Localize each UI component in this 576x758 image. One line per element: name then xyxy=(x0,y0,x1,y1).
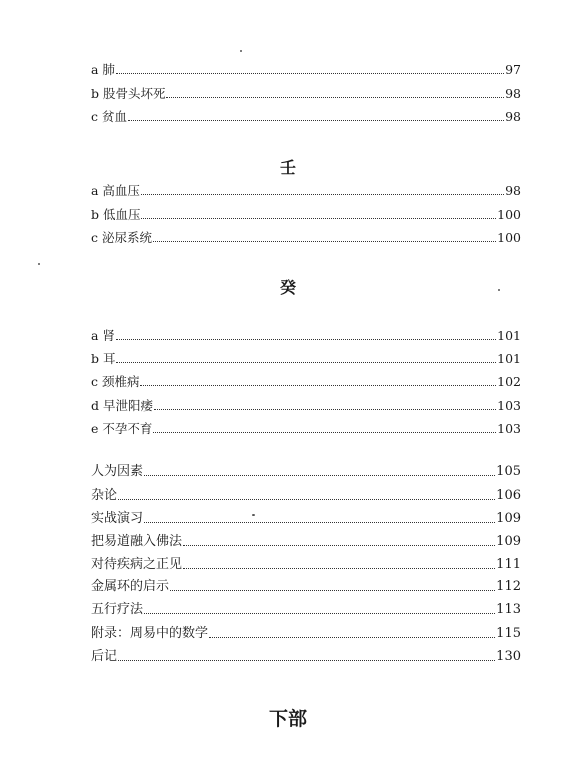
toc-entry[interactable] xyxy=(91,326,521,346)
toc-entry-page: 106 xyxy=(496,488,521,503)
scan-speck xyxy=(498,289,500,291)
toc-entry-page: 100 xyxy=(497,230,521,245)
toc-entry-page: 111 xyxy=(496,557,521,572)
toc-entry-label: 后记 xyxy=(91,649,118,664)
dot-leader xyxy=(183,555,495,569)
toc-entry[interactable] xyxy=(91,107,521,127)
toc-entry-page: 105 xyxy=(496,464,521,479)
toc-entry-label: b 低血压 xyxy=(91,207,141,222)
toc-entry-page: 97 xyxy=(505,62,521,77)
toc-entry-page: 112 xyxy=(496,579,521,594)
section-heading-ren: 壬 xyxy=(279,158,296,177)
toc-entry-label: c 贫血 xyxy=(91,109,127,124)
dot-leader xyxy=(153,228,496,242)
toc-entry-label: b 股骨头坏死 xyxy=(91,86,166,101)
toc-entry-label: 杂论 xyxy=(91,488,118,503)
toc-entry[interactable] xyxy=(91,396,521,416)
toc-entry[interactable] xyxy=(91,84,521,104)
toc-entry-page: 109 xyxy=(496,511,521,526)
toc-entry-page: 130 xyxy=(496,649,521,664)
toc-entry[interactable] xyxy=(91,555,521,575)
toc-entry-page: 102 xyxy=(497,374,521,389)
dot-leader xyxy=(116,326,496,340)
part-title: 下部 xyxy=(268,708,307,730)
dot-leader xyxy=(170,577,495,591)
scan-speck xyxy=(240,50,242,52)
toc-entry-page: 109 xyxy=(496,534,521,549)
toc-entry-label: d 早泄阳痿 xyxy=(91,398,153,413)
toc-entry-label: a 高血压 xyxy=(91,183,140,198)
toc-entry[interactable] xyxy=(91,181,521,201)
toc-entry-page: 98 xyxy=(505,183,521,198)
toc-entry-page: 113 xyxy=(496,602,521,617)
dot-leader xyxy=(116,349,496,363)
dot-leader xyxy=(141,205,496,219)
toc-entry-label: 五行疗法 xyxy=(91,602,144,617)
toc-entry-page: 98 xyxy=(505,86,521,101)
toc-entry-label: c 泌尿系统 xyxy=(91,230,152,245)
toc-entry[interactable] xyxy=(91,600,521,620)
toc-entry[interactable] xyxy=(91,60,521,80)
toc-entry[interactable] xyxy=(91,486,521,506)
dot-leader xyxy=(183,532,495,546)
toc-entry[interactable] xyxy=(91,372,521,392)
dot-leader xyxy=(118,486,495,500)
toc-entry-label: 把易道融入佛法 xyxy=(91,534,183,549)
toc-entry[interactable] xyxy=(91,205,521,225)
toc-entry[interactable] xyxy=(91,509,521,529)
toc-entry[interactable] xyxy=(91,647,521,667)
dot-leader xyxy=(144,462,495,476)
dot-leader xyxy=(144,600,495,614)
dot-leader xyxy=(166,84,504,98)
toc-entry[interactable] xyxy=(91,228,521,248)
toc-entry-page: 101 xyxy=(497,351,521,366)
toc-entry-label: 实战演习 xyxy=(91,511,144,526)
toc-entry-label: 人为因素 xyxy=(91,464,144,479)
toc-entry-label: a 肺 xyxy=(91,62,115,77)
toc-entry[interactable] xyxy=(91,349,521,369)
toc-entry-page: 103 xyxy=(497,421,521,436)
toc-entry[interactable] xyxy=(91,532,521,552)
toc-entry-page: 101 xyxy=(497,328,521,343)
toc-entry[interactable] xyxy=(91,577,521,597)
toc-entry-label: 对待疾病之正见 xyxy=(91,557,183,572)
toc-entry-page: 100 xyxy=(497,207,521,222)
dot-leader xyxy=(153,419,496,433)
toc-entry-label: 金属环的启示 xyxy=(91,579,170,594)
toc-entry-label: b 耳 xyxy=(91,351,116,366)
dot-leader xyxy=(128,107,504,121)
dot-leader xyxy=(144,509,495,523)
toc-entry-page: 98 xyxy=(505,109,521,124)
dot-leader xyxy=(209,624,495,638)
toc-entry[interactable] xyxy=(91,419,521,439)
dot-leader xyxy=(118,647,495,661)
section-heading-gui: 癸 xyxy=(279,278,296,297)
toc-entry[interactable] xyxy=(91,624,521,644)
dot-leader xyxy=(154,396,496,410)
dot-leader xyxy=(116,60,504,74)
toc-entry-label: c 颈椎病 xyxy=(91,374,140,389)
toc-entry-label: 附录：周易中的数学 xyxy=(91,626,209,641)
scan-speck xyxy=(252,514,255,516)
toc-entry-page: 103 xyxy=(497,398,521,413)
toc-entry-page: 115 xyxy=(496,626,521,641)
dot-leader xyxy=(141,181,504,195)
toc-entry[interactable] xyxy=(91,462,521,482)
scan-speck xyxy=(38,263,40,265)
dot-leader xyxy=(140,372,496,386)
toc-entry-label: a 肾 xyxy=(91,328,115,343)
toc-entry-label: e 不孕不育 xyxy=(91,421,153,436)
